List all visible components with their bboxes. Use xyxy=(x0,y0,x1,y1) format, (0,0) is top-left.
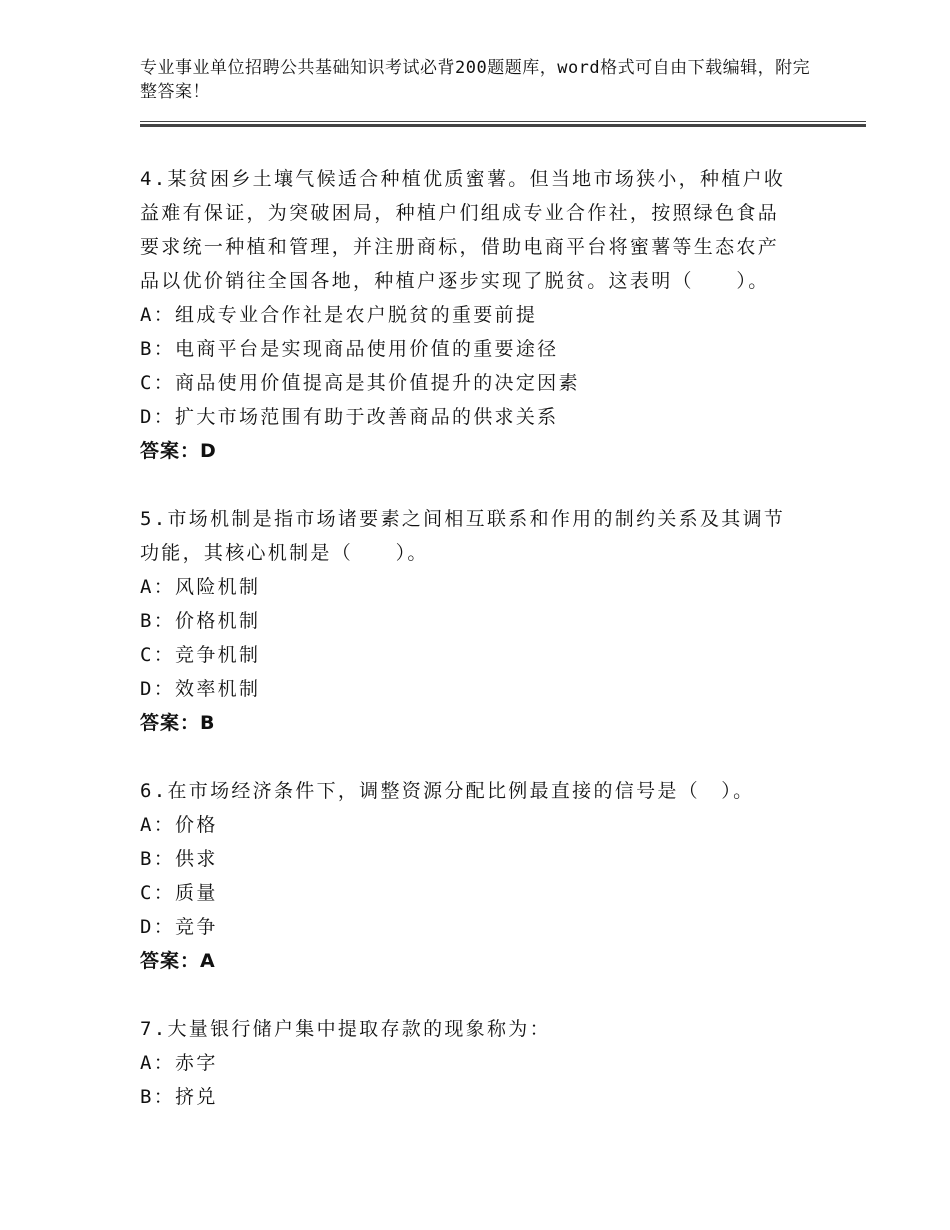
header-divider-thin xyxy=(140,121,866,122)
option-a: A：赤字 xyxy=(140,1052,218,1074)
option-b: B：挤兑 xyxy=(140,1086,218,1108)
option-a: A：风险机制 xyxy=(140,576,261,598)
option-a: A：价格 xyxy=(140,814,218,836)
header-divider-thick xyxy=(140,124,866,127)
option-b: B：供求 xyxy=(140,848,218,870)
option-b: B：电商平台是实现商品使用价值的重要途径 xyxy=(140,338,559,360)
document-header: 专业事业单位招聘公共基础知识考试必背200题题库，word格式可自由下载编辑，附完整答案！ xyxy=(140,58,811,102)
option-b: B：价格机制 xyxy=(140,610,261,632)
question-4 xyxy=(140,162,800,468)
question-7 xyxy=(140,1012,800,1114)
option-d: D：扩大市场范围有助于改善商品的供求关系 xyxy=(140,406,559,428)
question-stem: 7.大量银行储户集中提取存款的现象称为： xyxy=(140,1018,551,1040)
question-6 xyxy=(140,774,800,978)
answer-label: 答案：D xyxy=(140,440,217,462)
question-stem: 6.在市场经济条件下，调整资源分配比例最直接的信号是（ ）。 xyxy=(140,780,755,802)
option-c: C：商品使用价值提高是其价值提升的决定因素 xyxy=(140,372,580,394)
question-5 xyxy=(140,502,800,740)
option-d: D：竞争 xyxy=(140,916,218,938)
option-c: C：质量 xyxy=(140,882,218,904)
question-stem: 5.市场机制是指市场诸要素之间相互联系和作用的制约关系及其调节功能，其核心机制是（ ）。 xyxy=(140,508,786,564)
option-d: D：效率机制 xyxy=(140,678,261,700)
answer-label: 答案：A xyxy=(140,950,216,972)
answer-label: 答案：B xyxy=(140,712,216,734)
option-c: C：竞争机制 xyxy=(140,644,261,666)
question-list xyxy=(140,162,800,1148)
option-a: A：组成专业合作社是农户脱贫的重要前提 xyxy=(140,304,538,326)
question-stem: 4.某贫困乡土壤气候适合种植优质蜜薯。但当地市场狭小，种植户收益难有保证，为突破困局，种植户们组成专业合作社，按照绿色食品要求统一种植和管理，并注册商标，借助电商平台将蜜薯等生态农产品以优价销往全国各地，种植户逐步实现了脱贫。这表明（ ）。 xyxy=(140,168,786,292)
